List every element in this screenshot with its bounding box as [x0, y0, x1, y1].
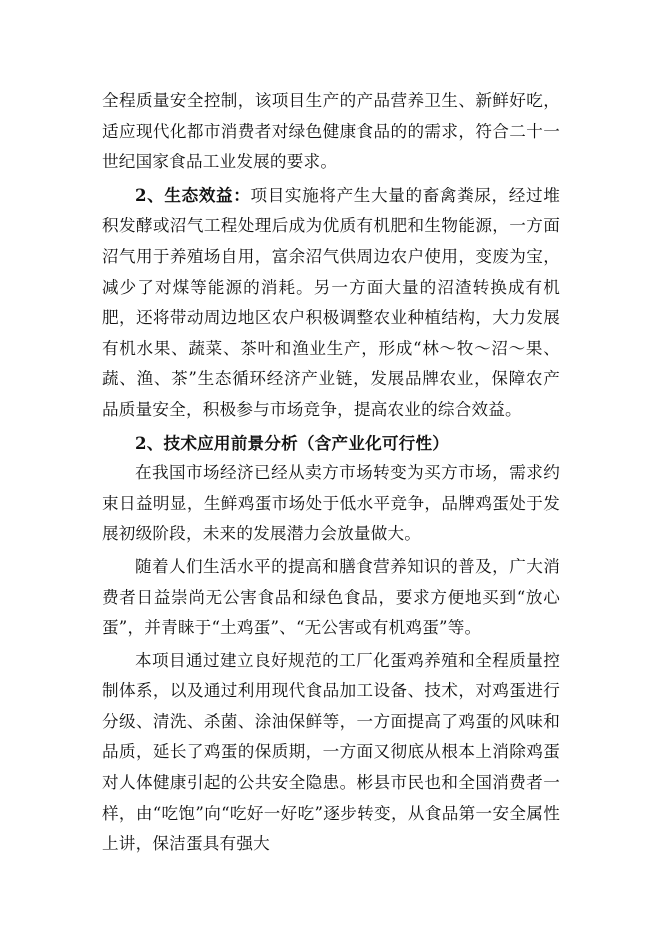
- document-body: [102, 86, 560, 860]
- paragraph-project: [102, 646, 560, 860]
- paragraph-project-text: 本项目通过建立良好规范的工厂化蛋鸡养殖和全程质量控制体系，以及通过利用现代食品加工设备、技术，对鸡蛋进行分级、清洗、杀菌、涂油保鲜等，一方面提高了鸡蛋的风味和品质，延长了鸡蛋的保质期，一方面又彻底从根本上消除鸡蛋对人体健康引起的公共安全隐患。彬县市民也和全国消费者一样，由“吃饱”向“吃好一好吃”逐步转变，从食品第一安全属性上讲，保洁蛋具有强大: [102, 650, 560, 854]
- paragraph-ecological-benefit: [102, 180, 560, 426]
- ecological-benefit-text: 项目实施将产生大量的畜禽粪尿，经过堆积发酵或沼气工程处理后成为优质有机肥和生物能源，一方面沼气用于养殖场自用，富余沼气供周边农户使用，变废为宝，减少了对煤等能源的消耗。另一方面大量的沼渣转换成有机肥，还将带动周边地区农户积极调整农业种植结构，大力发展有机水果、蔬菜、茶叶和渔业生产，形成“林～牧～沼～果、蔬、渔、茶”生态循环经济产业链，发展品牌农业，保障农产品质量安全，积极参与市场竞争，提高农业的综合效益。: [102, 185, 560, 419]
- section-heading: [102, 428, 560, 459]
- paragraph-market-text: 在我国市场经济已经从卖方市场转变为买方市场，需求约束日益明显，生鲜鸡蛋市场处于低水平竞争，品牌鸡蛋处于发展初级阶段，未来的发展潜力会放量做大。: [102, 463, 560, 544]
- paragraph-consumers-text: 随着人们生活水平的提高和膳食营养知识的普及，广大消费者日益崇尚无公害食品和绿色食品，要求方便地买到“放心蛋”，并青睐于“土鸡蛋”、“无公害或有机鸡蛋”等。: [102, 556, 560, 638]
- ecological-benefit-lead: 2、生态效益：: [135, 184, 251, 205]
- paragraph-1-text: 全程质量安全控制，该项目生产的产品营养卫生、新鲜好吃，适应现代化都市消费者对绿色健康食品的的需求，符合二十一世纪国家食品工业发展的要求。: [102, 91, 560, 172]
- paragraph-consumers: [102, 552, 560, 644]
- paragraph-market: [102, 458, 560, 550]
- section-heading-text: 2、技术应用前景分析（含产业化可行性）: [135, 432, 450, 453]
- paragraph-1: [102, 86, 560, 178]
